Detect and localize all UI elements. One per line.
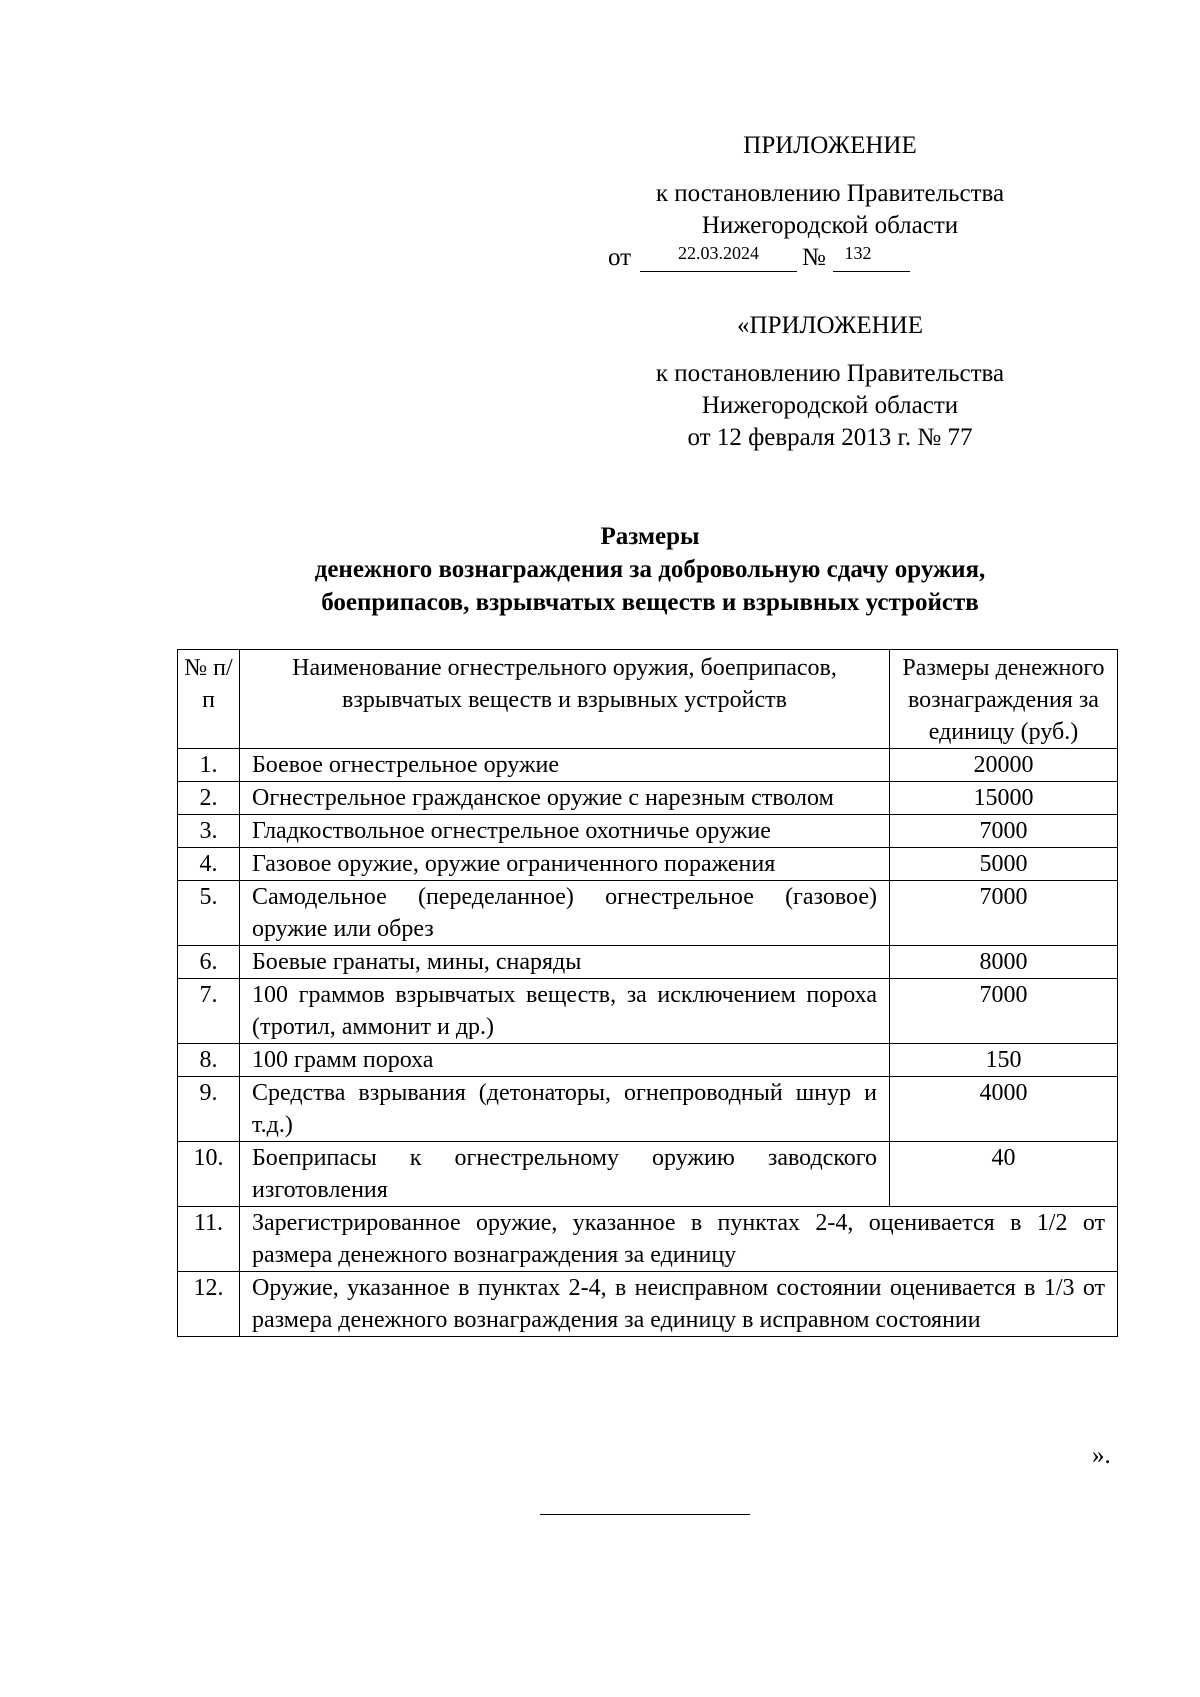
table-row (178, 1077, 1118, 1142)
row-reward-amount: 5000 (890, 848, 1118, 881)
appendix-heading: «ПРИЛОЖЕНИЕ (737, 312, 923, 339)
appendix-line: Нижегородской области (701, 212, 959, 239)
table-row (178, 782, 1118, 815)
row-note-text: Оружие, указанное в пунктах 2-4, в неисправном состоянии оценивается в 1/3 от размера денежного вознаграждения за единицу в исправном состоянии (240, 1272, 1118, 1337)
table-row (178, 749, 1118, 782)
title-line: денежного вознаграждения за добровольную сдачу оружия, (314, 556, 986, 583)
row-reward-amount: 8000 (890, 946, 1118, 979)
row-number: 12. (178, 1272, 240, 1337)
row-number: 9. (178, 1077, 240, 1142)
row-number: 4. (178, 848, 240, 881)
document-title (180, 520, 1120, 619)
row-number: 5. (178, 881, 240, 946)
reward-table (177, 649, 1118, 1337)
row-item-name: Средства взрывания (детонаторы, огнепроводный шнур и т.д.) (240, 1077, 890, 1142)
title-line: Размеры (600, 523, 700, 550)
row-item-name: Боевое огнестрельное оружие (240, 749, 890, 782)
row-item-name: Боевые гранаты, мины, снаряды (240, 946, 890, 979)
date-number-row (600, 242, 1060, 274)
appendix-original-header (600, 310, 1060, 454)
row-number: 11. (178, 1207, 240, 1272)
appendix-line: к постановлению Правительства (655, 180, 1005, 207)
row-number: 10. (178, 1142, 240, 1207)
table-note-row (178, 1272, 1118, 1337)
date-underline (640, 271, 797, 272)
table-row (178, 946, 1118, 979)
row-reward-amount: 20000 (890, 749, 1118, 782)
row-reward-amount: 40 (890, 1142, 1118, 1207)
table-row (178, 1142, 1118, 1207)
decree-date: 22.03.2024 (678, 243, 759, 263)
row-reward-amount: 15000 (890, 782, 1118, 815)
row-item-name: 100 грамм пороха (240, 1044, 890, 1077)
table-row (178, 881, 1118, 946)
appendix-heading: ПРИЛОЖЕНИЕ (743, 132, 917, 159)
header-name: Наименование огнестрельного оружия, боеприпасов, взрывчатых веществ и взрывных устройств (240, 650, 890, 749)
decree-number: 132 (844, 243, 872, 263)
row-reward-amount: 150 (890, 1044, 1118, 1077)
closing-quote: ». (1092, 1442, 1111, 1469)
table-row (178, 848, 1118, 881)
appendix-line: от 12 февраля 2013 г. № 77 (687, 424, 973, 451)
row-note-text: Зарегистрированное оружие, указанное в пунктах 2-4, оценивается в 1/2 от размера денежного вознаграждения за единицу (240, 1207, 1118, 1272)
appendix-line: к постановлению Правительства (655, 360, 1005, 387)
appendix-current-header (600, 130, 1060, 274)
row-number: 8. (178, 1044, 240, 1077)
row-reward-amount: 7000 (890, 881, 1118, 946)
table-row (178, 1044, 1118, 1077)
number-prefix: № (802, 244, 826, 271)
row-item-name: Боеприпасы к огнестрельному оружию заводского изготовления (240, 1142, 890, 1207)
row-number: 7. (178, 979, 240, 1044)
row-reward-amount: 7000 (890, 979, 1118, 1044)
appendix-line: Нижегородской области (701, 392, 959, 419)
row-item-name: 100 граммов взрывчатых веществ, за исключением пороха (тротил, аммонит и др.) (240, 979, 890, 1044)
row-item-name: Газовое оружие, оружие ограниченного поражения (240, 848, 890, 881)
row-number: 6. (178, 946, 240, 979)
table-header-row (178, 650, 1118, 749)
row-reward-amount: 7000 (890, 815, 1118, 848)
row-number: 1. (178, 749, 240, 782)
table-row (178, 979, 1118, 1044)
header-amount: Размеры денежного вознаграждения за единицу (руб.) (890, 650, 1118, 749)
row-item-name: Самодельное (переделанное) огнестрельное (газовое) оружие или обрез (240, 881, 890, 946)
title-line: боеприпасов, взрывчатых веществ и взрывных устройств (321, 589, 979, 616)
row-number: 2. (178, 782, 240, 815)
date-prefix: от (608, 244, 632, 271)
end-divider (540, 1514, 750, 1515)
table-row (178, 815, 1118, 848)
row-item-name: Гладкоствольное огнестрельное охотничье оружие (240, 815, 890, 848)
number-underline (833, 271, 910, 272)
row-reward-amount: 4000 (890, 1077, 1118, 1142)
row-number: 3. (178, 815, 240, 848)
table-note-row (178, 1207, 1118, 1272)
row-item-name: Огнестрельное гражданское оружие с нарезным стволом (240, 782, 890, 815)
header-num: № п/п (178, 650, 240, 749)
